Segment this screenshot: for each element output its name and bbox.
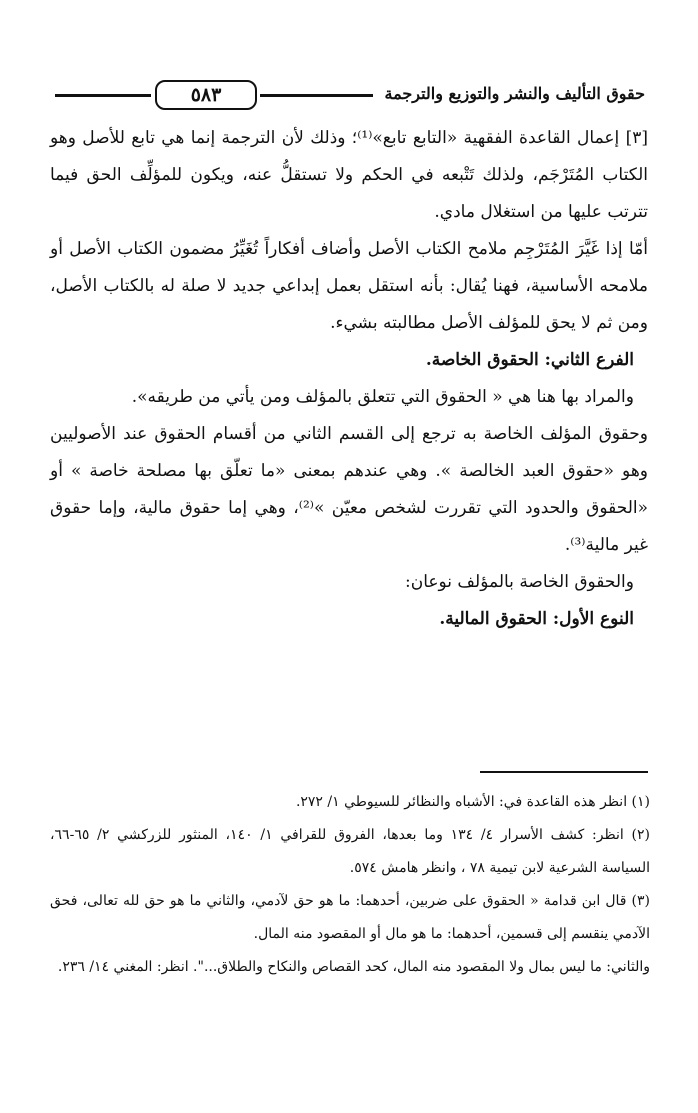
paragraph-rule-three: [٣] إعمال القاعدة الفقهية «التابع تابع»⁽¹⁾؛ وذلك لأن الترجمة إنما هي تابع للأصل وهو الكتاب المُتَرْجَم، ولذلك تَتْبعه في الحكم ولا تستقلُّ عنه، ويكون للمؤلِّف الحق فيما تترتب عليها من استغلال مادي. [50,128,648,222]
header-rule [260,94,373,97]
footnote-1: (١) انظر هذه القاعدة في: الأشباه والنظائر للسيوطي ١/ ٢٧٢. [295,794,650,810]
header-rule-left [55,94,151,97]
paragraph-translator-change: أمّا إذا غَيَّرَ المُتَرْجِم ملامح الكتاب الأصل وأضاف أفكاراً تُغَيِّرُ مضمون الكتاب الأصل أو ملامحه الأساسية، فهنا يُقال: بأنه استقل بعمل إبداعي جديد لا صلة له بالكتاب الأصل، ومن ثم لا يحق للمؤلف الأصل مطالبته بشيء. [50,239,648,333]
footnote-separator [480,771,648,773]
page-number: ٥٨٣ [155,80,257,110]
section-heading-private-rights: الفرع الثاني: الحقوق الخاصة. [425,350,634,370]
footnotes [50,786,650,984]
paragraph-definition: والمراد بها هنا هي « الحقوق التي تتعلق بالمؤلف ومن يأتي من طريقه». [131,387,634,407]
footnote-3-continued: والثاني: ما ليس بمال ولا المقصود منه المال، كحد القصاص والنكاح والطلاق...". انظر: المغني ١٤/ ٢٣٦. [57,959,650,975]
running-header [55,78,645,112]
main-text [50,120,648,638]
header-title: حقوق التأليف والنشر والتوزيع والترجمة [384,84,645,103]
paragraph-two-types: والحقوق الخاصة بالمؤلف نوعان: [404,572,634,592]
subheading-financial-rights: النوع الأول: الحقوق المالية. [439,609,634,629]
paragraph-author-rights: وحقوق المؤلف الخاصة به ترجع إلى القسم الثاني من أقسام الحقوق عند الأصوليين وهو «حقوق العبد الخالصة ». وهي عندهم بمعنى «ما تعلّق بها مصلحة خاصة » أو «الحقوق والحدود التي تقررت لشخص معيّن »⁽²⁾، وهي إما حقوق مالية، وإما حقوق غير مالية⁽³⁾. [50,424,648,555]
footnote-2: (٢) انظر: كشف الأسرار ٤/ ١٣٤ وما بعدها، الفروق للقرافي ١/ ١٤٠، المنثور للزركشي ٢/ ٦٥-٦٦، السياسة الشرعية لابن تيمية ٧٨ ، وانظر هامش ٥٧٤. [50,827,650,876]
footnote-3: (٣) قال ابن قدامة « الحقوق على ضربين، أحدهما: ما هو حق لآدمي، والثاني ما هو حق لله تعالى، فحق الآدمي ينقسم إلى قسمين، أحدهما: ما هو مال أو المقصود منه المال. [50,893,650,942]
